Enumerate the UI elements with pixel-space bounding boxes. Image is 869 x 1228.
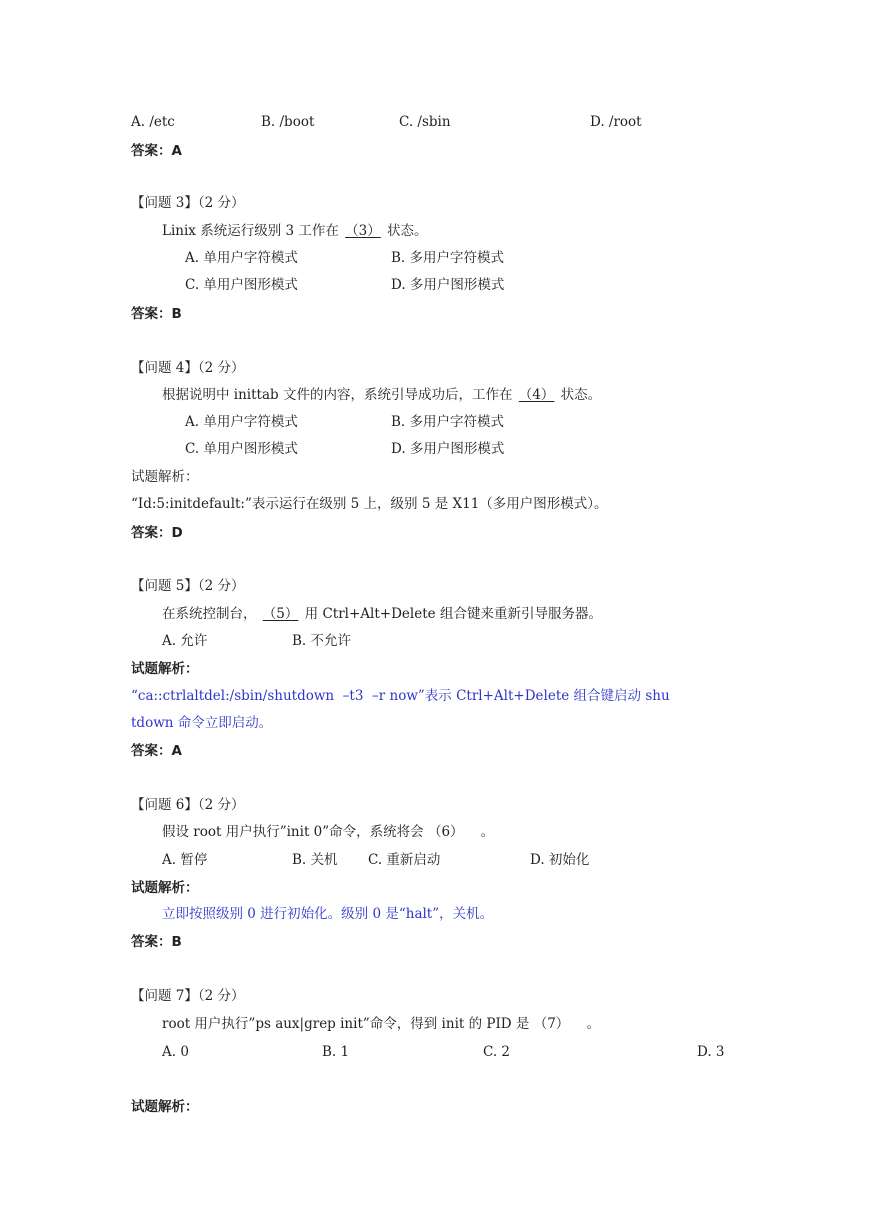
q5-answer: 答案：A (131, 743, 182, 759)
q6-stem: 假设 root 用户执行”init 0”命令，系统将会 （6） 。 (162, 824, 495, 840)
q4-option-c: C. 单用户图形模式 (185, 441, 298, 457)
q6-option-b: B. 关机 (292, 852, 338, 868)
q6-analysis: 立即按照级别 0 进行初始化。级别 0 是“halt”，关机。 (162, 906, 494, 922)
q3-answer: 答案：B (131, 306, 182, 322)
q7-header: 【问题 7】（2 分） (131, 988, 245, 1004)
q6-option-d: D. 初始化 (530, 852, 590, 868)
q4-stem-post: 状态。 (556, 387, 602, 403)
q4-option-d: D. 多用户图形模式 (391, 441, 505, 457)
q5-option-a: A. 允许 (162, 633, 208, 649)
q4-answer: 答案：D (131, 525, 183, 541)
q3-stem (162, 222, 428, 240)
q5-stem-pre: 在系统控制台， (162, 606, 261, 622)
q3-stem-pre: Linix 系统运行级别 3 工作在 (162, 223, 344, 239)
q5-header: 【问题 5】（2 分） (131, 578, 245, 594)
q6-analysis-label: 试题解析： (131, 880, 199, 896)
q2-option-d: D. /root (590, 114, 642, 130)
q3-blank: （3） (345, 223, 381, 239)
q5-option-b: B. 不允许 (292, 633, 352, 649)
q2-option-b: B. /boot (261, 114, 315, 130)
q6-answer: 答案：B (131, 934, 182, 950)
q5-stem (162, 605, 602, 623)
q6-option-a: A. 暂停 (162, 852, 208, 868)
q4-header: 【问题 4】（2 分） (131, 360, 245, 376)
q5-analysis-line-1: “ca::ctrlaltdel:/sbin/shutdown –t3 –r now”表示 Ctrl+Alt+Delete 组合键启动 shu (131, 688, 670, 704)
q5-blank: （5） (262, 606, 299, 622)
q7-option-b: B. 1 (322, 1044, 350, 1060)
q3-option-a: A. 单用户字符模式 (185, 250, 298, 266)
q5-analysis-line-2: tdown 命令立即启动。 (131, 715, 273, 731)
q3-header: 【问题 3】（2 分） (131, 195, 245, 211)
q3-stem-post: 状态。 (382, 223, 428, 239)
q6-option-c: C. 重新启动 (368, 852, 441, 868)
q4-analysis-label: 试题解析： (131, 469, 199, 485)
q6-header: 【问题 6】（2 分） (131, 797, 245, 813)
q4-option-a: A. 单用户字符模式 (185, 414, 298, 430)
q5-analysis-label: 试题解析： (131, 661, 199, 677)
q4-analysis: “Id:5:initdefault:”表示运行在级别 5 上，级别 5 是 X11（多用户图形模式）。 (131, 496, 608, 512)
q2-option-c: C. /sbin (399, 114, 451, 130)
q7-option-c: C. 2 (483, 1044, 511, 1060)
q4-stem-pre: 根据说明中 inittab 文件的内容，系统引导成功后，工作在 (162, 387, 517, 403)
q7-stem: root 用户执行”ps aux|grep init”命令，得到 init 的 PID 是 （7） 。 (162, 1016, 600, 1032)
q7-option-d: D. 3 (697, 1044, 725, 1060)
q4-stem (162, 386, 601, 404)
q4-blank: （4） (518, 387, 555, 403)
q5-stem-post: 用 Ctrl+Alt+Delete 组合键来重新引导服务器。 (300, 606, 602, 622)
q3-option-d: D. 多用户图形模式 (391, 277, 505, 293)
q4-option-b: B. 多用户字符模式 (391, 414, 505, 430)
q7-option-a: A. 0 (162, 1044, 189, 1060)
q3-option-c: C. 单用户图形模式 (185, 277, 298, 293)
q3-option-b: B. 多用户字符模式 (391, 250, 505, 266)
q2-answer: 答案：A (131, 143, 182, 159)
q7-analysis-label: 试题解析： (131, 1099, 199, 1115)
q2-option-a: A. /etc (131, 114, 175, 130)
